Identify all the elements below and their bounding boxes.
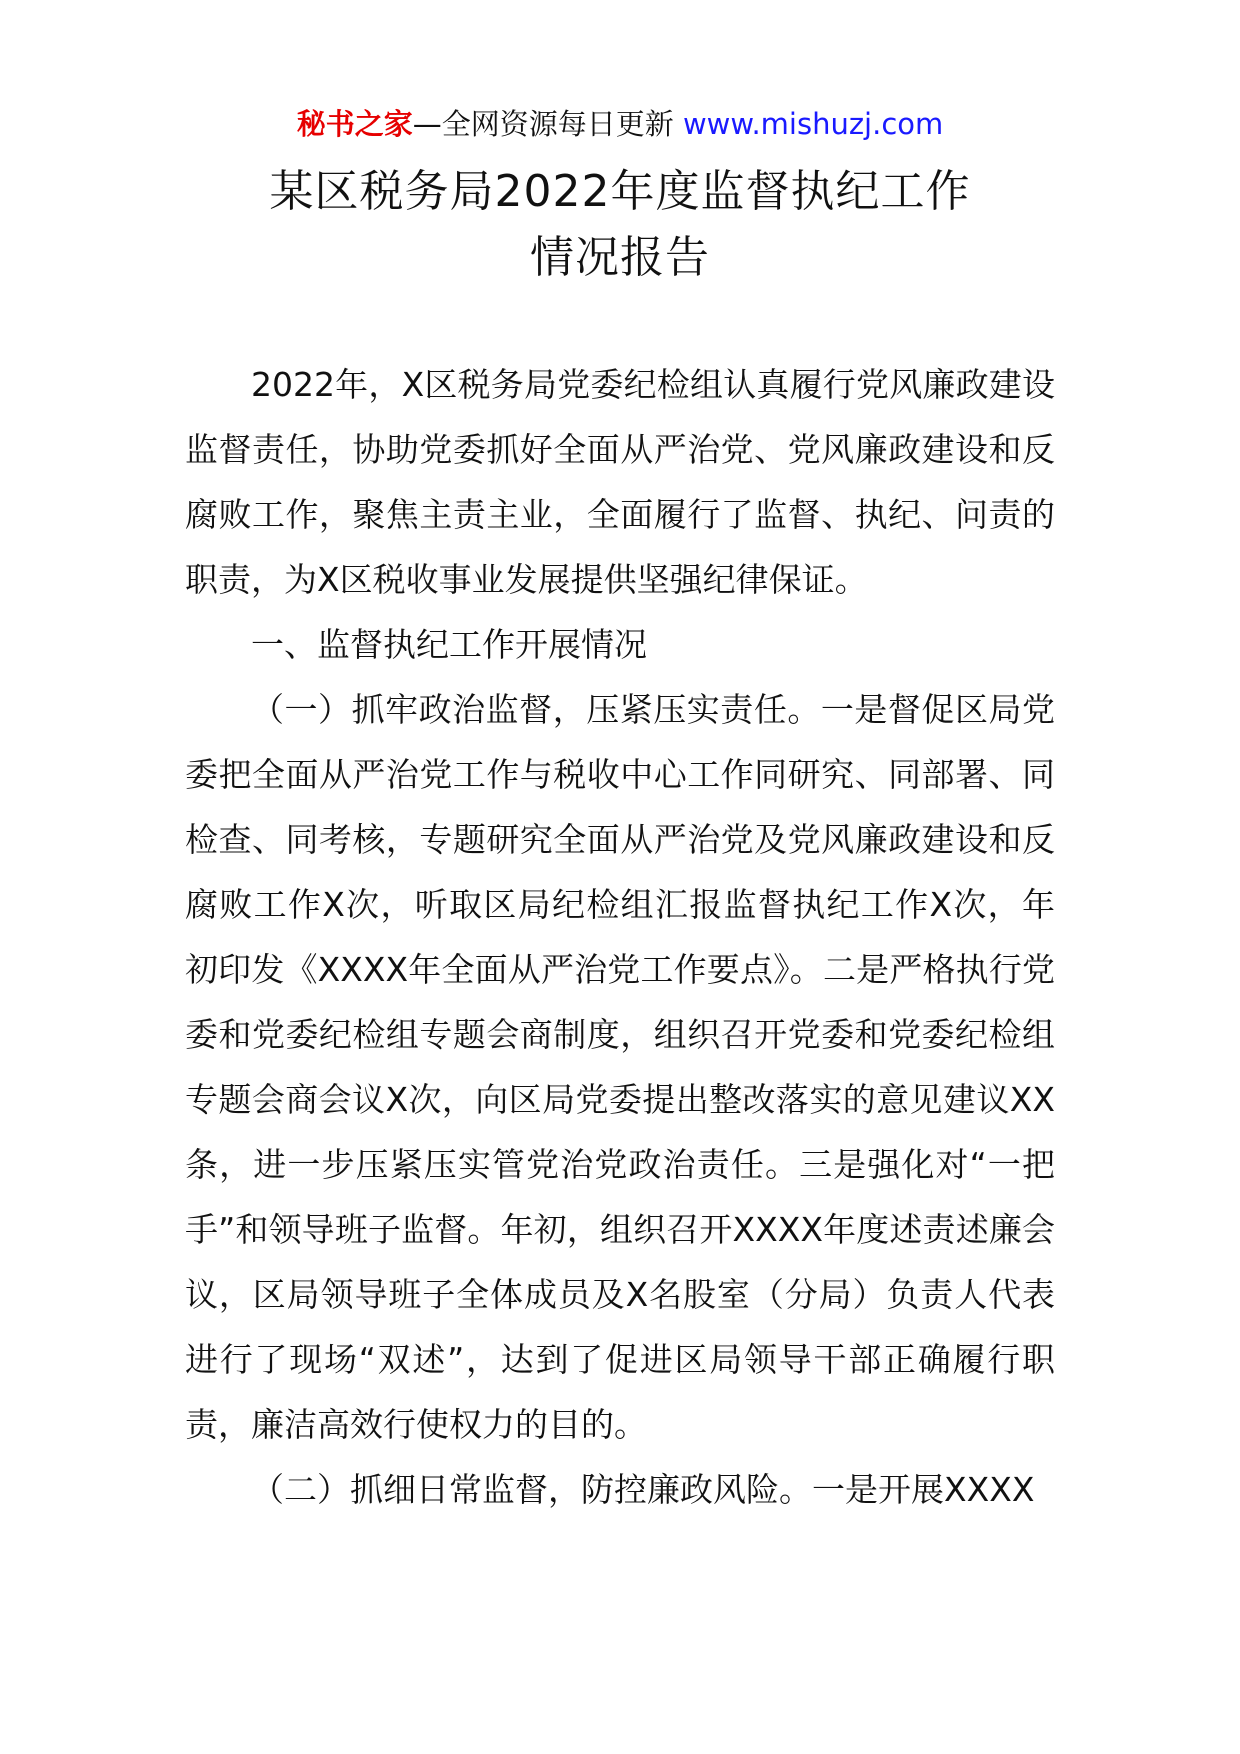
document-title-line-1: 某区税务局2022年度监督执纪工作	[269, 166, 971, 217]
brand-name: 秘书之家	[296, 107, 413, 141]
header-tagline: —全网资源每日更新	[412, 107, 674, 141]
paragraph-daily-supervision: （二）抓细日常监督，防控廉政风险。一是开展XXXX	[251, 1470, 1035, 1509]
document-body	[185, 352, 1055, 1522]
section-heading-1: 一、监督执纪工作开展情况	[251, 625, 647, 664]
paragraph-political-supervision: （一）抓牢政治监督，压紧压实责任。一是督促区局党委把全面从严治党工作与税收中心工作同研究、同部署、同检查、同考核，专题研究全面从严治党及党风廉政建设和反腐败工作X次，听取区局纪检组汇报监督执纪工作X次，年初印发《XXXX年全面从严治党工作要点》。二是严格执行党委和党委纪检组专题会商制度，组织召开党委和党委纪检组专题会商会议X次，向区局党委提出整改落实的意见建议XX条，进一步压紧压实管党治党政治责任。三是强化对“一把手”和领导班子监督。年初，组织召开XXXX年度述责述廉会议，区局领导班子全体成员及X名股室（分局）负责人代表进行了现场“双述”，达到了促进区局领导干部正确履行职责，廉洁高效行使权力的目的。	[185, 690, 1055, 1444]
document-title-line-2: 情况报告	[530, 232, 710, 283]
site-url-link[interactable]: www.mishuzj.com	[682, 107, 944, 141]
watermark-header	[0, 104, 1240, 144]
paragraph-intro: 2022年，X区税务局党委纪检组认真履行党风廉政建设监督责任，协助党委抓好全面从严治党、党风廉政建设和反腐败工作，聚焦主责主业，全面履行了监督、执纪、问责的职责，为X区税收事业发展提供坚强纪律保证。	[185, 365, 1055, 599]
